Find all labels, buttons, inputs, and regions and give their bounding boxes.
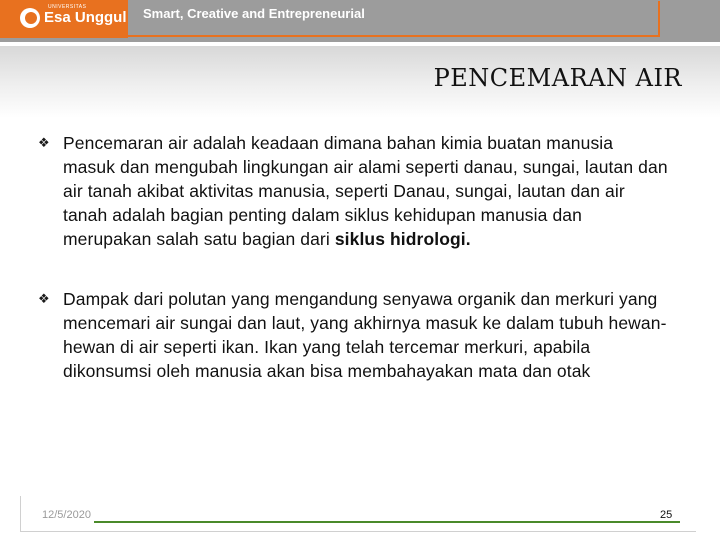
- slide-title: PENCEMARAN AIR: [433, 64, 682, 92]
- university-logo[interactable]: [0, 0, 128, 38]
- footer-frame: [20, 496, 696, 532]
- header-bar: [0, 0, 720, 42]
- footer-divider: [94, 521, 680, 523]
- logo-emblem-icon: [20, 8, 40, 28]
- page-number: 25: [660, 509, 673, 521]
- tagline: Smart, Creative and Entrepreneurial: [143, 6, 365, 21]
- logo-subtitle: UNIVERSITAS: [48, 4, 87, 10]
- bullet-item: [38, 287, 670, 383]
- bullet-text: [63, 131, 670, 251]
- bullet-text: [63, 287, 670, 383]
- diamond-bullet-icon: ❖: [38, 291, 50, 306]
- diamond-bullet-icon: ❖: [38, 135, 50, 150]
- logo-name: Esa Unggul: [44, 9, 127, 26]
- bullet-text-bold: siklus hidrologi.: [334, 229, 471, 249]
- bullet-item: [38, 131, 670, 251]
- bullet-text-main: Pencemaran air adalah keadaan dimana bahan kimia buatan manusia masuk dan mengubah lingkungan air alami seperti danau, sungai, lautan dan air tanah akibat aktivitas manusia, seperti Danau, sungai, lautan dan air tanah adalah bagian penting dalam siklus kehidupan manusia dan merupakan salah satu bagian dari: [63, 133, 668, 249]
- bullet-text-main: Dampak dari polutan yang mengandung senyawa organik dan merkuri yang mencemari air sungai dan laut, yang akhirnya masuk ke dalam tubuh hewan-hewan di air seperti ikan. Ikan yang telah tercemar merkuri, apabila dikonsumsi oleh manusia akan bisa membahayakan mata dan otak: [63, 289, 667, 381]
- footer-date: 12/5/2020: [42, 509, 91, 521]
